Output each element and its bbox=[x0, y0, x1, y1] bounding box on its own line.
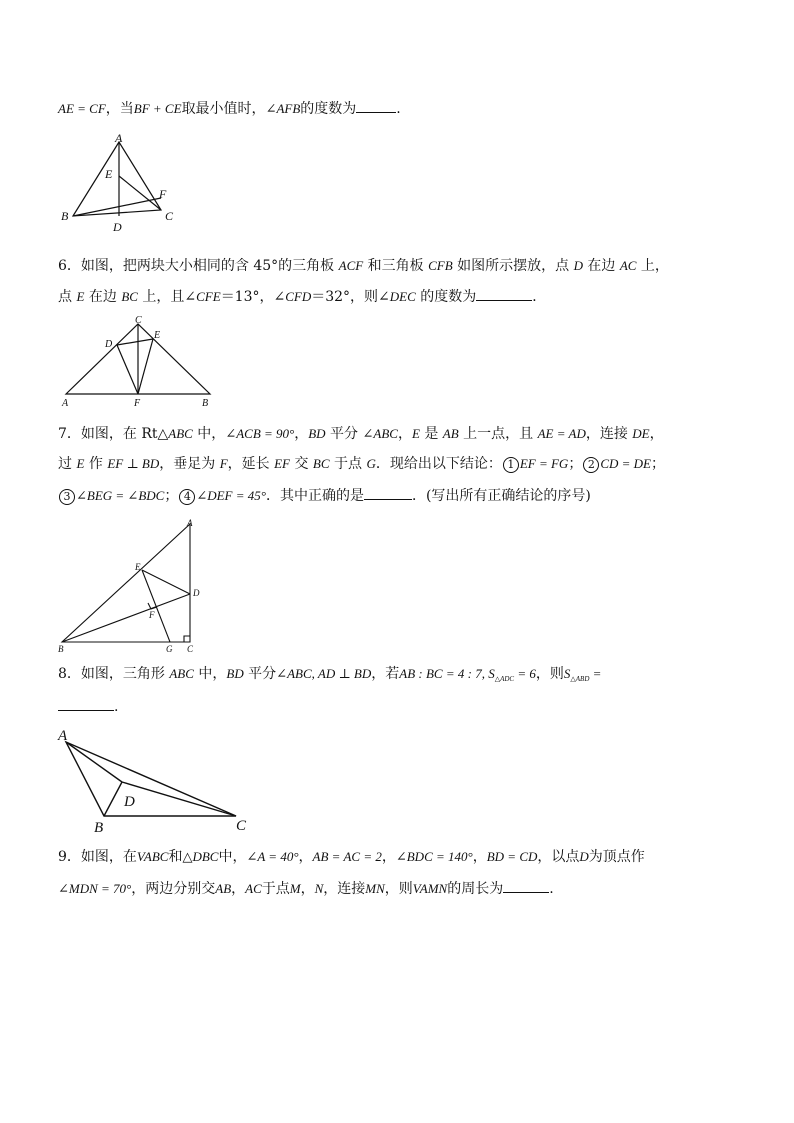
q7-text-line3: 3 ∠BEG = ∠BDC； 4 ∠DEF = 45°．其中正确的是 ．(写出所有正确结论的序号) bbox=[58, 485, 591, 506]
q7-label-A: A bbox=[187, 518, 193, 528]
q8-label-B: B bbox=[94, 820, 104, 836]
conclusion-number-3: 3 bbox=[59, 489, 75, 505]
q8-text-line2: . bbox=[58, 696, 118, 717]
q8-text-line1: 8．如图，三角形 ABC 中，BD 平分∠ABC, AD ⊥ BD，若AB : BC = 4 : 7, $S_{\triangle ADC} = 6$，则$S_{\triangle ABD}$ = bbox=[58, 666, 602, 683]
q6-label-F: F bbox=[134, 398, 141, 409]
q7-text-line2: 过 E 作 EF ⊥ BD，垂足为 F，延长 EF 交 BC 于点 G．现给出以下结论： 1 EF = FG； 2 CD = DE； bbox=[58, 456, 665, 472]
q5-label-A: A bbox=[115, 131, 123, 145]
q6-text-line2: 点 E 在边 BC 上，且∠CFE＝13°，∠CFD＝32°，则∠DEC 的度数为 ． bbox=[58, 286, 546, 307]
q5-label-F: F bbox=[159, 187, 167, 201]
q8-label-A: A bbox=[58, 728, 68, 744]
q7-label-F: F bbox=[149, 610, 155, 620]
answer-blank[interactable] bbox=[356, 98, 396, 113]
q7-label-C: C bbox=[187, 644, 194, 654]
conclusion-number-2: 2 bbox=[583, 457, 599, 473]
q6-text-line1: 6．如图，把两块大小相同的含 45°的三角板 ACF 和三角板 CFB 如图所示摆放，点 D 在边 AC 上， bbox=[58, 258, 669, 274]
q7-label-B: B bbox=[58, 644, 64, 654]
q5-label-E: E bbox=[105, 167, 113, 181]
q5-label-B: B bbox=[61, 209, 69, 223]
q5-label-D: D bbox=[113, 220, 122, 234]
q8-triangle-figure bbox=[56, 722, 256, 838]
answer-blank[interactable] bbox=[503, 878, 549, 893]
q7-label-E: E bbox=[135, 562, 141, 572]
q7-text-line1: 7．如图，在 Rt△ABC 中，∠ACB = 90°，BD 平分 ∠ABC，E 是 AB 上一点，且 AE = AD，连接 DE， bbox=[58, 426, 664, 442]
q8-label-D: D bbox=[124, 794, 135, 810]
q9-text-line2: ∠MDN = 70°，两边分别交AB，AC于点M，N，连接MN，则VAMN的周长为 . bbox=[58, 878, 554, 899]
q6-triangle-figure bbox=[58, 314, 218, 408]
conclusion-number-4: 4 bbox=[179, 489, 195, 505]
q6-label-C: C bbox=[135, 315, 142, 326]
q5-text-line1: AE = CF，当BF + CE取最小值时，∠AFB的度数为 . bbox=[58, 98, 401, 119]
q8-label-C: C bbox=[236, 818, 247, 834]
q7-label-G: G bbox=[166, 644, 173, 654]
q7-label-D: D bbox=[193, 588, 200, 598]
q6-label-B: B bbox=[202, 398, 209, 409]
q6-label-E: E bbox=[154, 330, 161, 341]
q7-triangle-figure bbox=[56, 514, 216, 656]
q6-label-A: A bbox=[62, 398, 69, 409]
q5-label-C: C bbox=[165, 209, 174, 223]
answer-blank[interactable] bbox=[476, 286, 532, 301]
q5-triangle-figure bbox=[55, 128, 185, 236]
q9-text-line1: 9．如图，在VABC和△DBC中，∠A = 40°，AB = AC = 2，∠BDC = 140°，BD = CD，以点D为顶点作 bbox=[58, 849, 645, 865]
answer-blank[interactable] bbox=[58, 696, 114, 711]
answer-blank[interactable] bbox=[364, 485, 412, 500]
conclusion-number-1: 1 bbox=[503, 457, 519, 473]
q6-label-D: D bbox=[105, 339, 113, 350]
